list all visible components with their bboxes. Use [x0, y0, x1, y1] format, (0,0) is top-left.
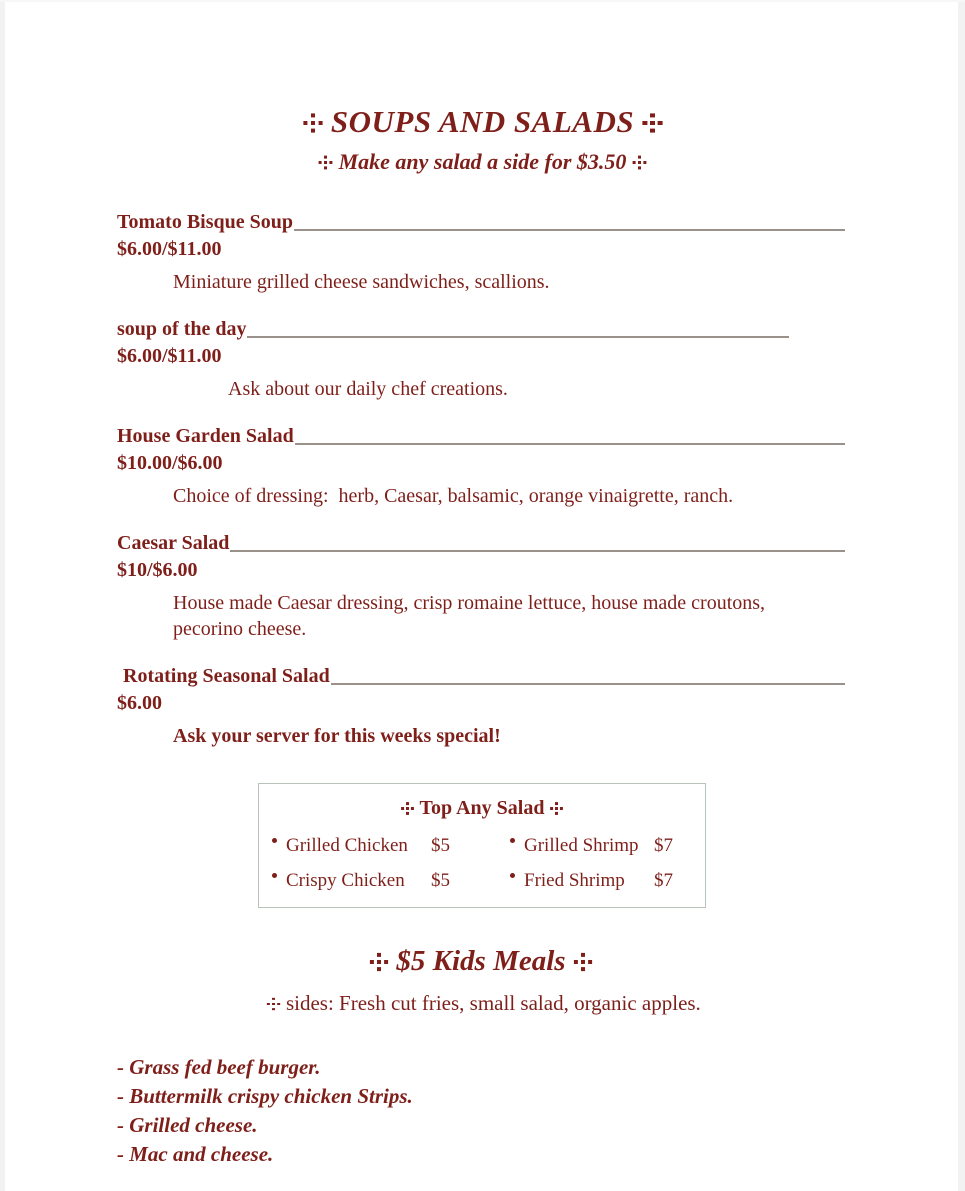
top-any-salad-box	[258, 783, 706, 908]
dots-ornament-icon	[643, 113, 662, 132]
section-title-text: SOUPS AND SALADS	[330, 104, 635, 139]
topping-name: Grilled Chicken	[286, 835, 408, 856]
dots-ornament-icon	[574, 953, 592, 971]
menu-item-name-row	[117, 316, 845, 342]
kids-meals-sides-text: sides: Fresh cut fries, small salad, organic apples.	[285, 991, 701, 1015]
dotted-leader-line	[331, 683, 845, 685]
dotted-leader-line	[294, 229, 845, 231]
menu-item-name: House Garden Salad	[117, 425, 294, 447]
menu-item-description: House made Caesar dressing, crisp romaine lettuce, house made croutons, pecorino cheese.	[173, 592, 771, 640]
topping-name: Crispy Chicken	[286, 870, 405, 891]
menu-item-description: Ask your server for this weeks special!	[173, 725, 501, 747]
menu-item-description: Miniature grilled cheese sandwiches, scallions.	[173, 271, 550, 293]
menu-item-price: $10/$6.00	[117, 559, 198, 581]
bullet-icon	[510, 873, 515, 878]
menu-item-house-garden-salad	[117, 423, 845, 509]
menu-item-description: Choice of dressing: herb, Caesar, balsamic, orange vinaigrette, ranch.	[173, 485, 734, 507]
menu-item-name: soup of the day	[117, 318, 247, 340]
menu-item-soup-of-the-day	[117, 316, 845, 402]
menu-item-price: $6.00/$11.00	[117, 345, 222, 367]
menu-item-price: $6.00/$11.00	[117, 238, 222, 260]
kids-meals-sides-note	[117, 991, 845, 1016]
kids-meal-item: - Grilled cheese.	[117, 1113, 258, 1137]
dots-ornament-icon	[267, 997, 280, 1010]
page-edge-left	[0, 0, 5, 1191]
dots-ornament-icon	[550, 802, 562, 814]
menu-item-tomato-bisque	[117, 209, 845, 295]
bullet-icon	[510, 838, 515, 843]
menu-item-caesar-salad	[117, 530, 845, 642]
menu-item-name-row	[117, 530, 845, 556]
dots-ornament-icon	[370, 953, 388, 971]
salad-topping-option	[272, 870, 510, 892]
topping-price: $5	[431, 835, 450, 856]
dots-ornament-icon	[319, 156, 333, 170]
kids-meals-section	[117, 945, 845, 1169]
topping-price: $7	[654, 870, 673, 891]
menu-item-name-row	[117, 423, 845, 449]
menu-item-price: $6.00	[117, 692, 162, 714]
dotted-leader-line	[247, 336, 789, 338]
bullet-icon	[272, 873, 277, 878]
kids-meal-item: - Mac and cheese.	[117, 1142, 274, 1166]
kids-meals-title-text: $5 Kids Meals	[396, 945, 566, 977]
menu-item-description: Ask about our daily chef creations.	[228, 378, 508, 400]
menu-item-name: Tomato Bisque Soup	[117, 211, 293, 233]
dots-ornament-icon	[633, 156, 647, 170]
salad-topping-option	[510, 870, 689, 892]
menu-item-price: $10.00/$6.00	[117, 452, 223, 474]
page-edge-top	[0, 0, 965, 2]
section-subtitle-text: Make any salad a side for $3.50	[338, 149, 627, 174]
kids-meal-item: - Buttermilk crispy chicken Strips.	[117, 1084, 413, 1108]
menu-item-name: Caesar Salad	[117, 532, 230, 554]
menu-item-name: Rotating Seasonal Salad	[123, 665, 330, 687]
page-edge-right	[958, 0, 965, 1191]
kids-meals-list	[117, 1053, 845, 1169]
menu-content	[0, 175, 965, 1169]
bullet-icon	[272, 838, 277, 843]
topping-name: Grilled Shrimp	[524, 835, 639, 856]
menu-item-name-row	[117, 663, 845, 689]
salad-topping-option	[272, 835, 510, 857]
section-subtitle	[0, 149, 965, 175]
topping-price: $7	[654, 835, 673, 856]
top-any-salad-options	[259, 835, 705, 892]
top-any-salad-title-text: Top Any Salad	[419, 797, 545, 819]
salad-topping-option	[510, 835, 689, 857]
topping-name: Fried Shrimp	[524, 870, 625, 891]
menu-item-name-row	[117, 209, 845, 235]
topping-price: $5	[431, 870, 450, 891]
kids-meals-title	[117, 945, 845, 978]
dots-ornament-icon	[303, 113, 322, 132]
section-title	[0, 0, 965, 140]
menu-header	[0, 0, 965, 175]
top-any-salad-title	[259, 797, 705, 820]
menu-item-rotating-seasonal-salad	[117, 663, 845, 749]
dotted-leader-line	[295, 443, 845, 445]
kids-meal-item: - Grass fed beef burger.	[117, 1055, 321, 1079]
dots-ornament-icon	[402, 802, 414, 814]
dotted-leader-line	[230, 550, 845, 552]
